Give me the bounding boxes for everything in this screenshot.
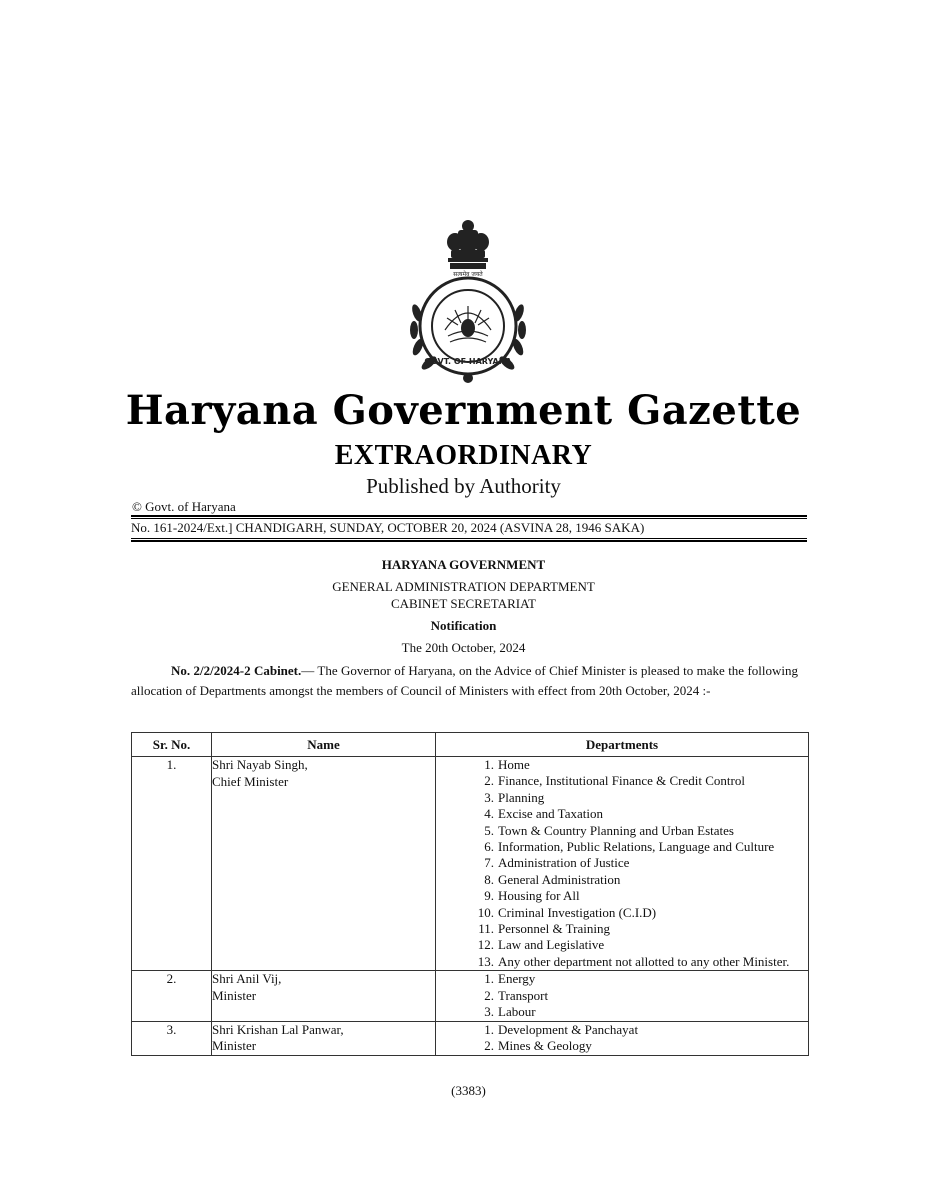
- page-number: (3383): [451, 1083, 486, 1098]
- department-number: 8 .: [436, 872, 498, 888]
- minister-role: Chief Minister: [212, 773, 289, 789]
- list-item: [436, 773, 808, 789]
- issue-line: No. 161-2024/Ext.] CHANDIGARH, SUNDAY, OCTOBER 20, 2024 (ASVINA 28, 1946 SAKA): [131, 520, 645, 535]
- department-number: 4 .: [436, 806, 498, 822]
- departments-cell: [436, 757, 809, 971]
- header-sr-no: Sr. No.: [132, 733, 212, 757]
- list-item: [436, 823, 808, 839]
- gazette-title: Haryana Government Gazette: [125, 387, 802, 434]
- list-item: [436, 806, 808, 822]
- table-body: [132, 757, 809, 1056]
- notification-text: — The Governor of Haryana, on the Advice of Chief Minister is pleased to make the following allocation of Departments amongst the members of Council of Ministers with effect from 20th October, 2024 :-: [131, 663, 799, 698]
- departments-cell: [436, 1021, 809, 1055]
- state-emblem-icon: [403, 218, 533, 388]
- department-name: Development & Panchayat: [498, 1021, 639, 1037]
- emblem-motto: सत्यमेव जयते: [453, 271, 483, 278]
- list-item: [436, 888, 808, 904]
- department-name: Administration of Justice: [498, 855, 630, 871]
- department-number: 1 .: [436, 1022, 498, 1038]
- department-name: Transport: [498, 987, 549, 1003]
- secretariat-heading: CABINET SECRETARIAT: [391, 596, 536, 611]
- table-row: [132, 971, 809, 1021]
- list-item: [436, 1022, 808, 1038]
- extraordinary-heading: EXTRAORDINARY: [334, 440, 593, 471]
- department-number: 1 .: [436, 757, 498, 773]
- header-departments: Departments: [436, 733, 809, 757]
- allocation-table: [131, 732, 809, 1056]
- minister-name: Shri Krishan Lal Panwar,: [212, 1021, 344, 1037]
- department-number: 1 .: [436, 971, 498, 987]
- department-list: [436, 757, 808, 970]
- department-name: Finance, Institutional Finance & Credit Control: [498, 773, 745, 789]
- department-name: Home: [498, 757, 530, 772]
- department-heading: GENERAL ADMINISTRATION DEPARTMENT: [332, 579, 595, 594]
- list-item: [436, 872, 808, 888]
- copyright-notice: © Govt. of Haryana: [132, 499, 236, 514]
- notification-ref: No. 2/2/2024-2 Cabinet.: [171, 663, 302, 678]
- name-cell: [212, 1021, 436, 1055]
- department-name: Energy: [498, 971, 536, 987]
- department-name: Information, Public Relations, Language and Culture: [498, 839, 775, 855]
- bottom-rule: [131, 540, 807, 542]
- notification-paragraph: [131, 661, 798, 700]
- department-name: Mines & Geology: [498, 1037, 592, 1053]
- name-cell: [212, 971, 436, 1021]
- bottom-rule-thin: [131, 538, 807, 539]
- department-number: 5 .: [436, 823, 498, 839]
- department-number: 10 .: [436, 905, 498, 921]
- list-item: [436, 937, 808, 953]
- department-number: 2 .: [436, 1038, 498, 1054]
- top-rule: [131, 515, 807, 517]
- table-header-row: [132, 733, 809, 757]
- department-list: [436, 1022, 808, 1055]
- department-number: 13 .: [436, 954, 498, 970]
- emblem-ring-text: GOVT. OF HARYANA: [424, 357, 512, 366]
- list-item: [436, 905, 808, 921]
- minister-role: Minister: [212, 1038, 257, 1053]
- department-number: 9 .: [436, 888, 498, 904]
- department-list: [436, 971, 808, 1020]
- department-name: Town & Country Planning and Urban Estates: [498, 822, 734, 838]
- list-item: [436, 839, 808, 855]
- sr-no-cell: 3.: [132, 1021, 212, 1055]
- department-number: 11 .: [436, 921, 498, 937]
- department-name: Labour: [498, 1004, 536, 1020]
- department-name: Housing for All: [498, 888, 580, 904]
- department-name: Excise and Taxation: [498, 806, 603, 822]
- top-rule-thin: [131, 518, 807, 519]
- header-name: Name: [212, 733, 436, 757]
- list-item: [436, 921, 808, 937]
- notification-heading: Notification: [430, 618, 497, 633]
- department-name: Criminal Investigation (C.I.D): [498, 904, 657, 920]
- department-number: 3 .: [436, 790, 498, 806]
- name-cell: [212, 757, 436, 971]
- table-row: [132, 1021, 809, 1055]
- department-number: 2 .: [436, 988, 498, 1004]
- departments-cell: [436, 971, 809, 1021]
- minister-name: Shri Nayab Singh,: [212, 757, 308, 772]
- list-item: [436, 1004, 808, 1020]
- published-by-authority: Published by Authority: [366, 474, 561, 498]
- government-heading: HARYANA GOVERNMENT: [381, 557, 546, 572]
- list-item: [436, 954, 808, 970]
- list-item: [436, 855, 808, 871]
- department-number: 12 .: [436, 937, 498, 953]
- minister-name: Shri Anil Vij,: [212, 971, 282, 987]
- sr-no-cell: 2.: [132, 971, 212, 1021]
- department-name: General Administration: [498, 871, 621, 887]
- department-name: Law and Legislative: [498, 937, 605, 953]
- list-item: [436, 971, 808, 987]
- department-name: Personnel & Training: [498, 921, 610, 937]
- department-name: Planning: [498, 789, 545, 805]
- minister-role: Minister: [212, 987, 257, 1003]
- department-number: 6 .: [436, 839, 498, 855]
- department-name: Any other department not allotted to any other Minister.: [498, 953, 790, 969]
- table-row: [132, 757, 809, 971]
- list-item: [436, 988, 808, 1004]
- notification-date: The 20th October, 2024: [401, 640, 526, 655]
- list-item: [436, 1038, 808, 1054]
- department-number: 3 .: [436, 1004, 498, 1020]
- list-item: [436, 757, 808, 773]
- department-number: 7 .: [436, 855, 498, 871]
- list-item: [436, 790, 808, 806]
- department-number: 2 .: [436, 773, 498, 789]
- sr-no-cell: 1.: [132, 757, 212, 971]
